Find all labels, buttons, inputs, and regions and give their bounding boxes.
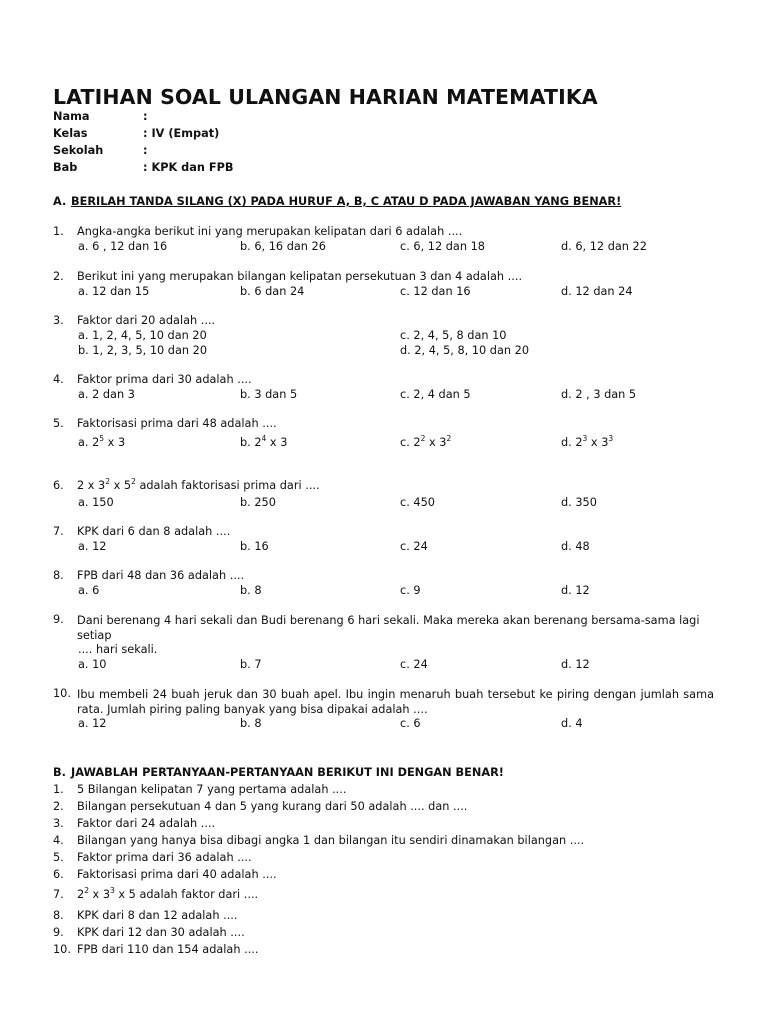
option-c: c. 9 [400, 584, 421, 597]
question-number: 7. [53, 525, 64, 538]
question-text-continuation: .... hari sekali. [78, 643, 158, 656]
option-d: d. 350 [561, 496, 597, 509]
question-text: KPK dari 8 dan 12 adalah .... [77, 909, 238, 922]
question-number: 2. [53, 270, 64, 283]
question-number: 2. [53, 800, 64, 813]
option-a: a. 150 [78, 496, 114, 509]
option-b: b. 250 [240, 496, 276, 509]
option-d: d. 2, 4, 5, 8, 10 dan 20 [400, 344, 530, 357]
option-c: c. 24 [400, 658, 428, 671]
option-d: d. 12 dan 24 [561, 285, 633, 298]
option-c: c. 6, 12 dan 18 [400, 240, 485, 253]
page-title: LATIHAN SOAL ULANGAN HARIAN MATEMATIKA [53, 85, 598, 109]
question-text: Bilangan yang hanya bisa dibagi angka 1 dan bilangan itu sendiri dinamakan bilangan .... [77, 834, 585, 847]
option-d: d. 6, 12 dan 22 [561, 240, 647, 253]
option-b: b. 8 [240, 584, 262, 597]
section-b-letter: B. [53, 766, 66, 779]
question-text: $2^2$ x $3^3$ x 5 adalah faktor dari .... [77, 886, 259, 901]
question-text: FPB dari 110 dan 154 adalah .... [77, 943, 259, 956]
question-number: 5. [53, 417, 64, 430]
option-a: a. 12 [78, 540, 107, 553]
question-number: 4. [53, 373, 64, 386]
option-d: d. 4 [561, 717, 583, 730]
question-text: KPK dari 6 dan 8 adalah .... [77, 525, 231, 538]
info-value-bab: : KPK dan FPB [143, 161, 234, 174]
option-b: b. 3 dan 5 [240, 388, 298, 401]
question-number: 8. [53, 569, 64, 582]
option-d: d. $2^3$ x $3^3$ [561, 434, 614, 449]
info-label-nama: Nama [53, 110, 90, 123]
question-number: 9. [53, 613, 64, 626]
question-text: 5 Bilangan kelipatan 7 yang pertama adalah .... [77, 783, 347, 796]
question-text: FPB dari 48 dan 36 adalah .... [77, 569, 245, 582]
option-a: a. 6 , 12 dan 16 [78, 240, 168, 253]
question-number: 6. [53, 868, 64, 881]
info-value-nama: : [143, 110, 148, 123]
section-a-heading: BERILAH TANDA SILANG (X) PADA HURUF A, B, C ATAU D PADA JAWABAN YANG BENAR! [71, 195, 622, 208]
question-number: 4. [53, 834, 64, 847]
option-d: d. 12 [561, 584, 590, 597]
question-number: 3. [53, 314, 64, 327]
question-number: 3. [53, 817, 64, 830]
option-a: a. 12 dan 15 [78, 285, 150, 298]
question-text: Dani berenang 4 hari sekali dan Budi berenang 6 hari sekali. Maka mereka akan berenang bersama-sama lagi setiap [77, 614, 700, 642]
option-d: d. 48 [561, 540, 590, 553]
question-text: Faktor dari 20 adalah .... [77, 314, 216, 327]
info-label-sekolah: Sekolah [53, 144, 104, 157]
question-text: Ibu membeli 24 buah jeruk dan 30 buah apel. Ibu ingin menaruh buah tersebut ke piring dengan jumlah sama rata. Jumlah piring paling banyak yang bisa dipakai adalah .... [77, 688, 714, 716]
info-value-kelas: : IV (Empat) [143, 127, 220, 140]
option-c: c. 12 dan 16 [400, 285, 471, 298]
option-a: a. 10 [78, 658, 107, 671]
question-text: Faktor prima dari 30 adalah .... [77, 373, 252, 386]
question-text: Angka-angka berikut ini yang merupakan kelipatan dari 6 adalah .... [77, 225, 463, 238]
section-b-heading: JAWABLAH PERTANYAAN-PERTANYAAN BERIKUT INI DENGAN BENAR! [71, 766, 504, 779]
question-number: 10. [53, 943, 71, 956]
question-text: KPK dari 12 dan 30 adalah .... [77, 926, 245, 939]
option-c: c. 24 [400, 540, 428, 553]
question-number: 9. [53, 926, 64, 939]
question-number: 8. [53, 909, 64, 922]
option-b: b. 6, 16 dan 26 [240, 240, 326, 253]
option-a: a. 12 [78, 717, 107, 730]
option-b: b. 1, 2, 3, 5, 10 dan 20 [78, 344, 208, 357]
question-text: Faktorisasi prima dari 40 adalah .... [77, 868, 277, 881]
info-label-bab: Bab [53, 161, 78, 174]
option-d: d. 2 , 3 dan 5 [561, 388, 637, 401]
question-text: Faktor prima dari 36 adalah .... [77, 851, 252, 864]
option-a: a. 1, 2, 4, 5, 10 dan 20 [78, 329, 207, 342]
question-text: Berikut ini yang merupakan bilangan kelipatan persekutuan 3 dan 4 adalah .... [77, 270, 523, 283]
option-a: a. 6 [78, 584, 100, 597]
option-a: a. $2^5$ x 3 [78, 434, 126, 449]
option-b: b. 7 [240, 658, 262, 671]
section-a-letter: A. [53, 195, 67, 208]
info-label-kelas: Kelas [53, 127, 88, 140]
question-text: 2 x $3^2$ x $5^2$ adalah faktorisasi prima dari .... [77, 477, 320, 492]
question-number: 10. [53, 687, 71, 700]
question-number: 1. [53, 225, 64, 238]
info-value-sekolah: : [143, 144, 148, 157]
option-c: c. 450 [400, 496, 435, 509]
option-a: a. 2 dan 3 [78, 388, 135, 401]
option-c: c. 2, 4 dan 5 [400, 388, 471, 401]
question-number: 5. [53, 851, 64, 864]
option-c: c. $2^2$ x $3^2$ [400, 434, 452, 449]
option-b: b. 6 dan 24 [240, 285, 305, 298]
option-b: b. $2^4$ x 3 [240, 434, 288, 449]
question-text: Faktorisasi prima dari 48 adalah .... [77, 417, 277, 430]
question-number: 6. [53, 479, 64, 492]
option-c: c. 6 [400, 717, 421, 730]
option-c: c. 2, 4, 5, 8 dan 10 [400, 329, 507, 342]
option-b: b. 8 [240, 717, 262, 730]
question-text: Faktor dari 24 adalah .... [77, 817, 216, 830]
question-number: 7. [53, 888, 64, 901]
option-b: b. 16 [240, 540, 269, 553]
option-d: d. 12 [561, 658, 590, 671]
question-text: Bilangan persekutuan 4 dan 5 yang kurang dari 50 adalah .... dan .... [77, 800, 468, 813]
question-number: 1. [53, 783, 64, 796]
